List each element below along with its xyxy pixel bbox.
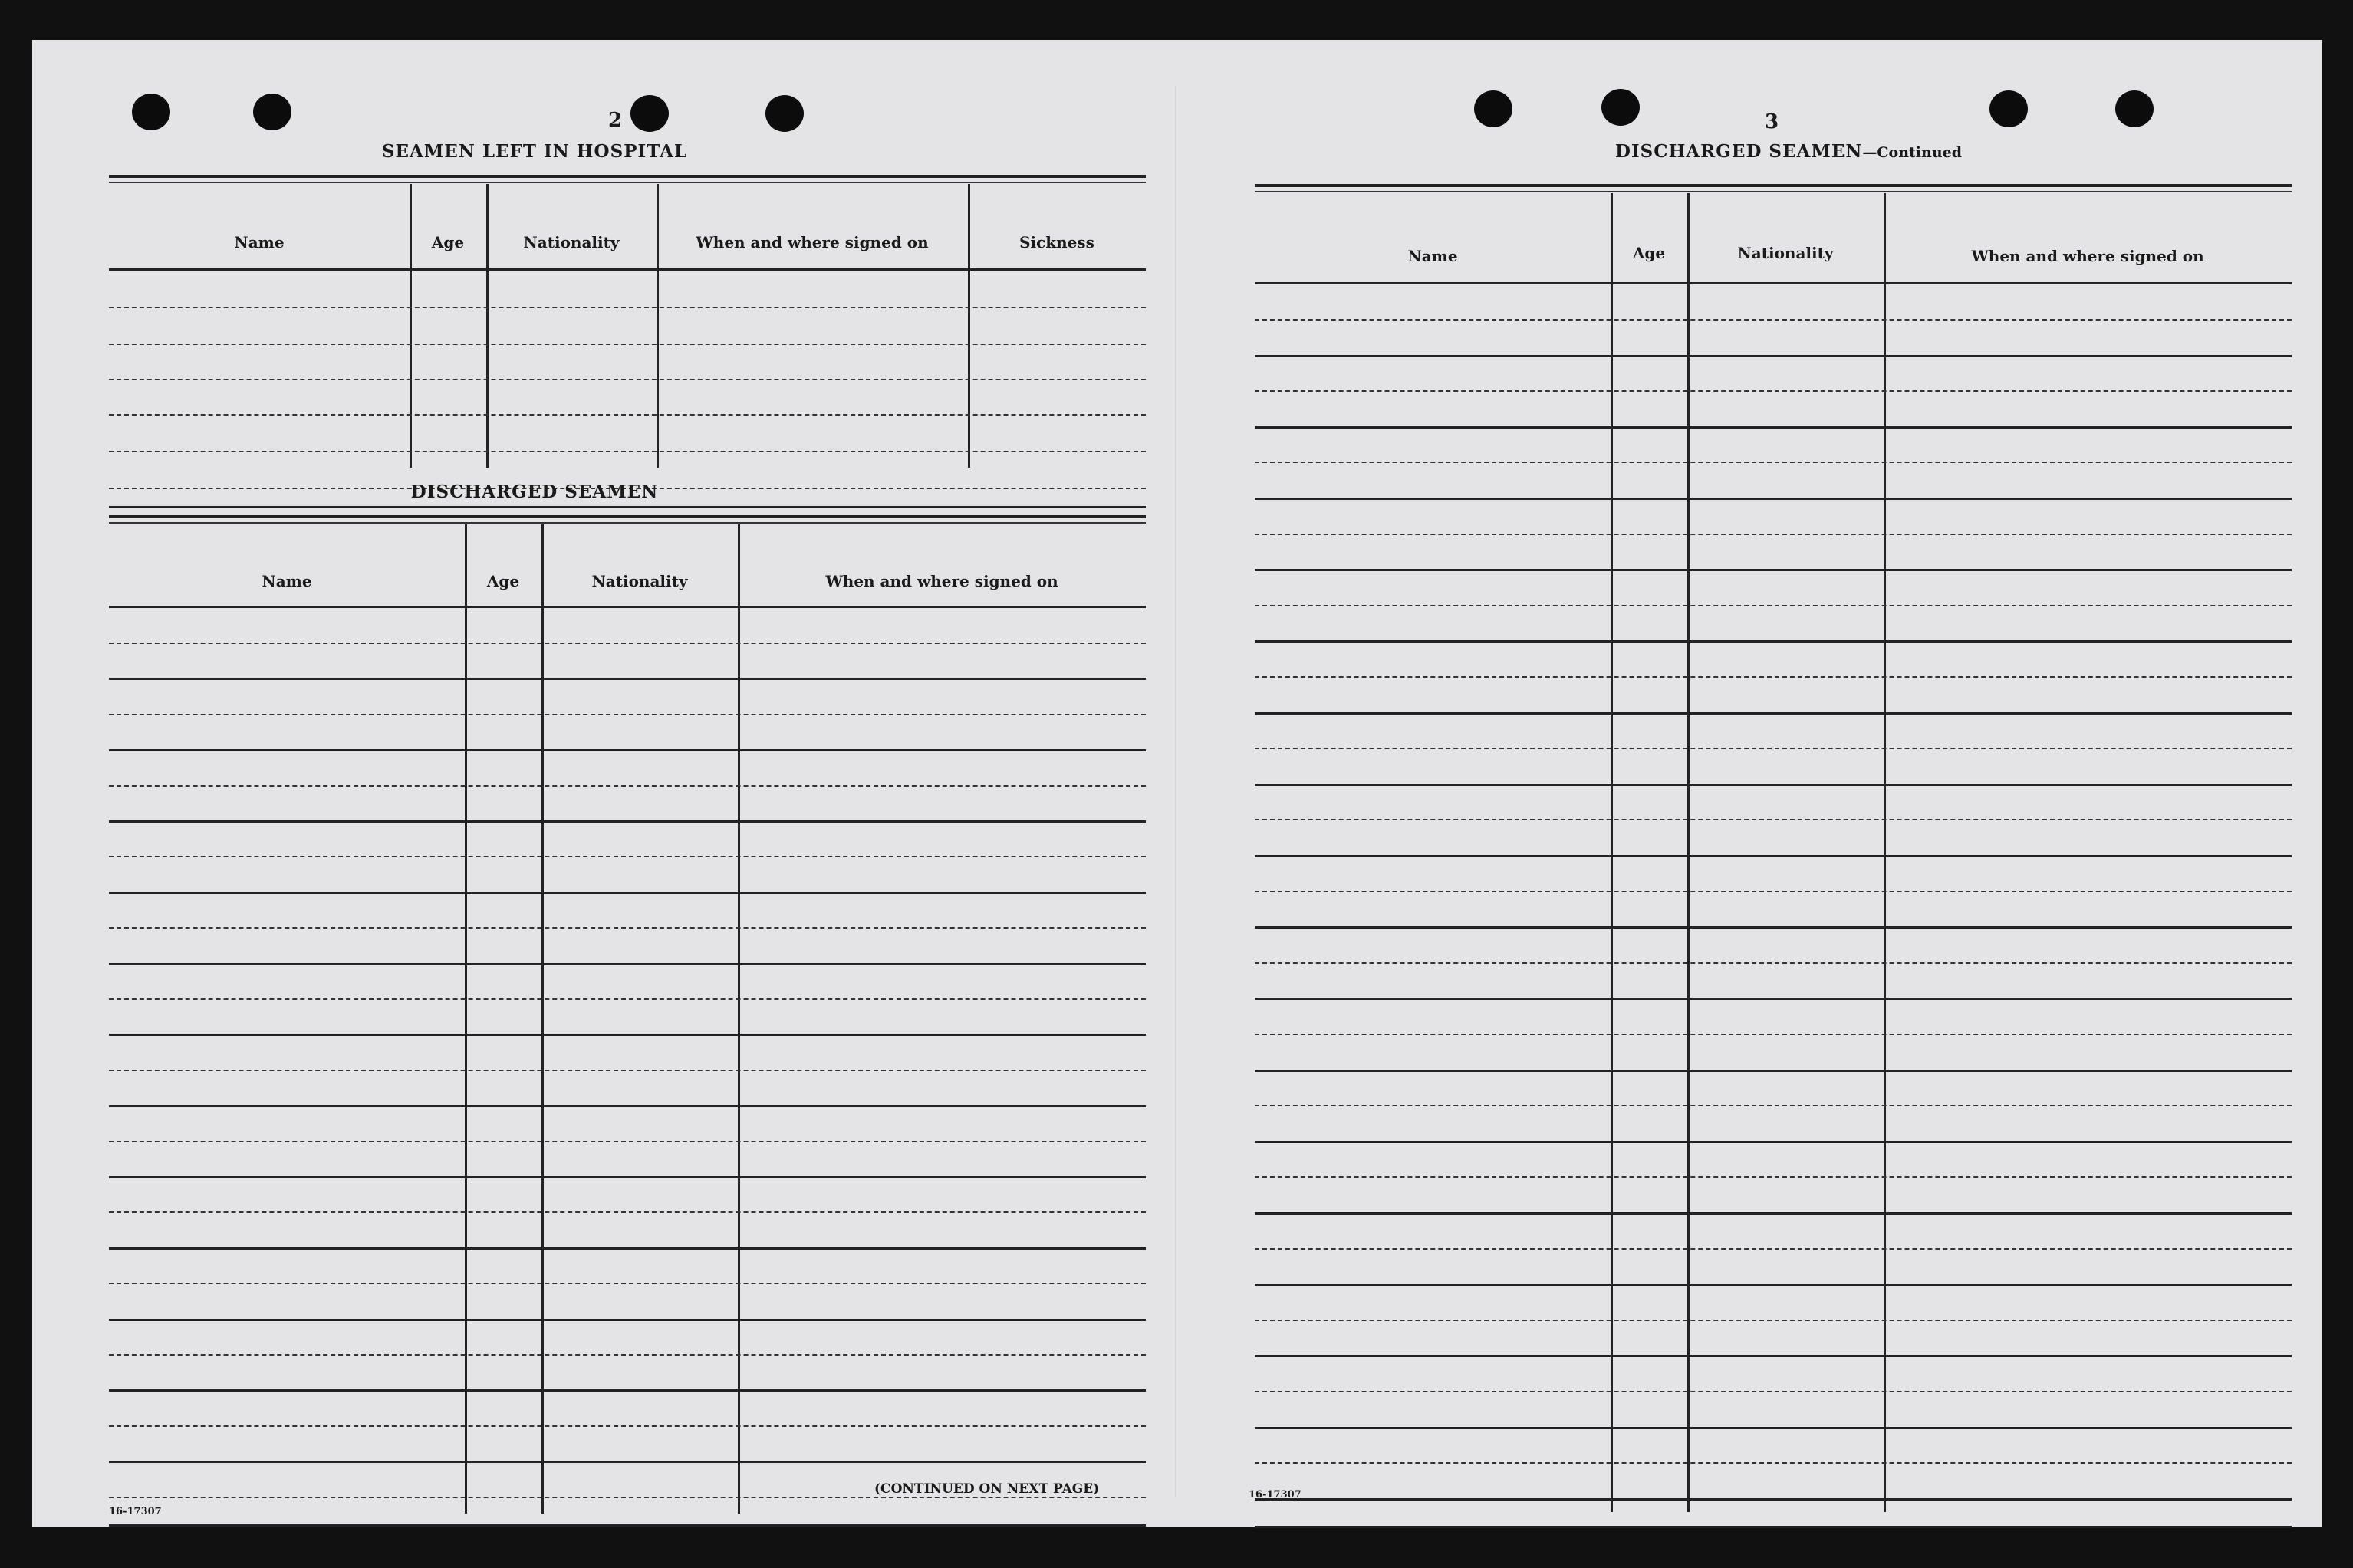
table-row <box>1255 1284 2292 1286</box>
page-number-left: 2 <box>607 109 623 132</box>
table-row <box>1255 534 2292 535</box>
form-number-left: 16-17307 <box>109 1506 162 1517</box>
table-row <box>109 307 1146 308</box>
table-row <box>109 1211 1146 1213</box>
table-row <box>1255 1427 2292 1429</box>
punch-hole <box>1601 89 1640 126</box>
table-row <box>1255 319 2292 321</box>
table-row <box>109 749 1146 751</box>
table-row <box>109 820 1146 823</box>
table-row <box>1255 1248 2292 1250</box>
table-row <box>1255 426 2292 429</box>
table-top-rule <box>109 182 1146 183</box>
table-row <box>1255 569 2292 571</box>
form-number-right: 16-17307 <box>1249 1489 1302 1501</box>
table-row <box>109 892 1146 894</box>
table-row <box>109 379 1146 380</box>
column-divider <box>968 184 970 468</box>
column-header-nationality: Nationality <box>591 572 688 590</box>
column-header-signed-on: When and where signed on <box>825 572 1058 590</box>
table-bottom-rule <box>109 1524 1146 1527</box>
column-header-age: Age <box>431 233 465 251</box>
table-top-rule <box>1255 184 2292 187</box>
table-row <box>1255 1176 2292 1178</box>
document-sheet <box>32 40 2322 1527</box>
table-row <box>1255 1391 2292 1392</box>
table-row <box>1255 1105 2292 1106</box>
column-header-signed-on: When and where signed on <box>1971 247 2204 265</box>
table-row <box>1255 1212 2292 1215</box>
header-rule <box>1255 282 2292 284</box>
continued-note: (CONTINUED ON NEXT PAGE) <box>874 1481 1100 1497</box>
table-row <box>109 856 1146 857</box>
header-rule <box>109 606 1146 608</box>
table-row <box>1255 640 2292 643</box>
column-divider <box>657 184 659 468</box>
table-row <box>109 1247 1146 1250</box>
header-rule <box>109 268 1146 271</box>
table-top-rule <box>1255 191 2292 192</box>
column-header-nationality: Nationality <box>523 233 620 251</box>
table-row <box>1255 1320 2292 1321</box>
column-divider <box>541 524 544 1514</box>
column-divider <box>738 524 740 1514</box>
table-row <box>1255 891 2292 892</box>
table-row <box>109 998 1146 1000</box>
punch-hole <box>2115 90 2154 127</box>
table-row <box>1255 1070 2292 1072</box>
table-row <box>109 414 1146 416</box>
table-bottom-rule <box>1255 1526 2292 1528</box>
table-row <box>109 451 1146 452</box>
table-row <box>1255 962 2292 964</box>
table-row <box>109 1283 1146 1284</box>
table-row <box>109 1070 1146 1071</box>
table-top-rule <box>109 515 1146 518</box>
table-row <box>109 678 1146 680</box>
table-row <box>109 344 1146 345</box>
discharged-continued-title <box>1505 141 2072 162</box>
continued-suffix: —Continued <box>1862 144 1963 161</box>
punch-hole <box>1474 90 1512 127</box>
table-row <box>109 785 1146 787</box>
column-header-name: Name <box>262 572 312 590</box>
table-row <box>109 1354 1146 1356</box>
discharged-continued-title-text: DISCHARGED SEAMEN <box>1614 141 1863 162</box>
table-row <box>109 927 1146 929</box>
table-row <box>1255 355 2292 357</box>
table-row <box>109 1141 1146 1142</box>
table-row <box>1255 462 2292 463</box>
page-number-right: 3 <box>1764 110 1779 133</box>
page-fold <box>1175 86 1178 1497</box>
table-row <box>1255 1498 2292 1501</box>
column-header-sickness: Sickness <box>1019 233 1094 251</box>
table-bottom-rule <box>109 506 1146 508</box>
table-top-rule <box>109 175 1146 178</box>
table-row <box>1255 926 2292 929</box>
table-row <box>1255 784 2292 786</box>
column-header-name: Name <box>234 233 285 251</box>
table-row <box>1255 855 2292 857</box>
table-row <box>109 1034 1146 1036</box>
punch-hole <box>132 94 170 130</box>
column-divider <box>465 524 467 1514</box>
table-row <box>109 1105 1146 1107</box>
table-row <box>1255 498 2292 500</box>
column-header-age: Age <box>1632 244 1666 262</box>
table-top-rule <box>109 522 1146 524</box>
hospital-section-title: SEAMEN LEFT IN HOSPITAL <box>381 141 688 162</box>
table-row <box>1255 1141 2292 1143</box>
table-row <box>1255 390 2292 392</box>
discharged-table-right <box>1255 184 2292 1526</box>
column-divider <box>486 184 489 468</box>
table-row <box>1255 748 2292 749</box>
column-divider <box>410 184 412 468</box>
table-row <box>1255 819 2292 820</box>
table-row <box>1255 605 2292 606</box>
discharged-section-title: DISCHARGED SEAMEN <box>410 482 659 502</box>
table-row <box>1255 998 2292 1000</box>
table-row <box>1255 1462 2292 1464</box>
column-header-age: Age <box>486 572 520 590</box>
punch-hole <box>765 95 804 132</box>
table-row <box>1255 712 2292 715</box>
table-row <box>109 1425 1146 1427</box>
table-row <box>109 714 1146 715</box>
table-row <box>109 963 1146 965</box>
table-row <box>109 643 1146 644</box>
discharged-table-left <box>109 515 1146 1520</box>
column-header-nationality: Nationality <box>1737 244 1834 262</box>
table-row <box>1255 1355 2292 1357</box>
table-row <box>109 1319 1146 1321</box>
column-header-signed-on: When and where signed on <box>696 233 929 251</box>
hospital-table <box>109 175 1146 512</box>
punch-hole <box>1989 90 2028 127</box>
table-row <box>1255 1034 2292 1035</box>
table-row <box>1255 676 2292 678</box>
table-row <box>109 1176 1146 1178</box>
table-row <box>109 1389 1146 1392</box>
table-row <box>109 1461 1146 1463</box>
column-header-name: Name <box>1407 247 1458 265</box>
punch-hole <box>253 94 291 130</box>
